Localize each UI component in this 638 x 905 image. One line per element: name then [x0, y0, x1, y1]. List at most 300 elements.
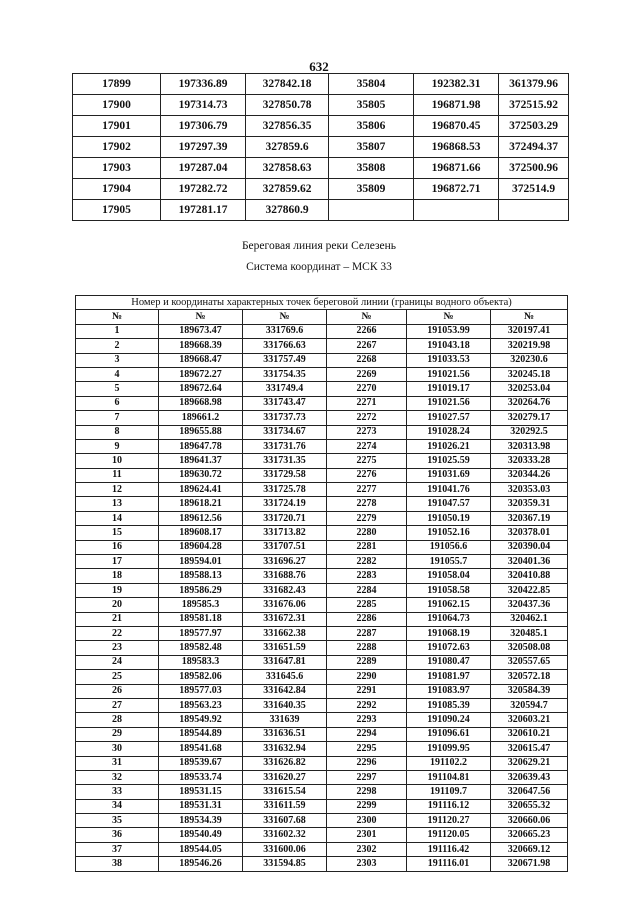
table-cell: 331713.82	[243, 526, 327, 540]
table-cell: 2303	[327, 857, 407, 871]
table-cell: 320669.12	[491, 842, 568, 856]
table-cell: 191026.21	[407, 439, 491, 453]
table-caption-row	[76, 296, 568, 310]
continuation-table-body	[73, 74, 569, 221]
table-cell: 5	[76, 382, 159, 396]
table-cell: 4	[76, 367, 159, 381]
table-cell: 331743.47	[243, 396, 327, 410]
table-cell: 2276	[327, 468, 407, 482]
table-row	[76, 396, 568, 410]
table-cell: 331731.76	[243, 439, 327, 453]
table-cell: 331766.63	[243, 339, 327, 353]
table-cell: 327850.78	[246, 95, 329, 116]
table-cell: 191058.04	[407, 569, 491, 583]
table-row	[76, 785, 568, 799]
column-header: №	[407, 310, 491, 324]
table-cell: 372515.92	[499, 95, 569, 116]
table-cell: 13	[76, 497, 159, 511]
table-cell: 189583.3	[159, 655, 243, 669]
table-cell: 331729.58	[243, 468, 327, 482]
table-cell: 189582.48	[159, 641, 243, 655]
table-cell: 191064.73	[407, 612, 491, 626]
table-cell: 320660.06	[491, 814, 568, 828]
table-row	[76, 353, 568, 367]
table-cell: 191085.39	[407, 698, 491, 712]
table-cell: 6	[76, 396, 159, 410]
table-cell: 2281	[327, 540, 407, 554]
table-cell: 331769.6	[243, 324, 327, 338]
table-cell: 32	[76, 770, 159, 784]
table-cell: 2294	[327, 727, 407, 741]
table-cell: 2283	[327, 569, 407, 583]
table-cell: 22	[76, 626, 159, 640]
table-cell: 320219.98	[491, 339, 568, 353]
table-cell: 189541.68	[159, 742, 243, 756]
table-cell: 10	[76, 454, 159, 468]
table-row	[73, 137, 569, 158]
table-cell: 197287.04	[161, 158, 246, 179]
table-cell: 189585.3	[159, 598, 243, 612]
table-cell: 331642.84	[243, 684, 327, 698]
table-cell: 34	[76, 799, 159, 813]
table-cell: 191047.57	[407, 497, 491, 511]
table-cell: 2274	[327, 439, 407, 453]
table-cell: 320378.01	[491, 526, 568, 540]
table-cell: 320197.41	[491, 324, 568, 338]
table-cell: 197297.39	[161, 137, 246, 158]
table-cell: 25	[76, 670, 159, 684]
table-cell: 327858.63	[246, 158, 329, 179]
table-row	[76, 411, 568, 425]
table-row	[76, 713, 568, 727]
table-cell: 191025.59	[407, 454, 491, 468]
page-number: 632	[309, 59, 329, 74]
table-row	[76, 799, 568, 813]
table-cell: 2269	[327, 367, 407, 381]
table-cell: 331749.4	[243, 382, 327, 396]
table-row	[76, 828, 568, 842]
table-cell: 2277	[327, 483, 407, 497]
table-cell: 31	[76, 756, 159, 770]
table-row	[73, 116, 569, 137]
table-cell: 320359.31	[491, 497, 568, 511]
table-caption: Номер и координаты характерных точек береговой линии (границы водного объекта)	[76, 296, 568, 310]
table-cell: 191021.56	[407, 396, 491, 410]
table-cell: 331707.51	[243, 540, 327, 554]
table-cell: 191027.57	[407, 411, 491, 425]
table-cell: 320390.04	[491, 540, 568, 554]
table-cell: 12	[76, 483, 159, 497]
table-cell: 191096.61	[407, 727, 491, 741]
shoreline-coordinates-table	[75, 295, 568, 872]
table-cell: 196868.53	[414, 137, 499, 158]
table-cell: 2302	[327, 842, 407, 856]
table-row	[76, 655, 568, 669]
table-cell: 2291	[327, 684, 407, 698]
table-cell: 191033.53	[407, 353, 491, 367]
table-cell: 24	[76, 655, 159, 669]
table-cell: 320615.47	[491, 742, 568, 756]
table-cell: 320610.21	[491, 727, 568, 741]
table-cell: 331734.67	[243, 425, 327, 439]
table-cell: 191052.16	[407, 526, 491, 540]
table-row	[76, 857, 568, 871]
table-cell: 2301	[327, 828, 407, 842]
table-row	[76, 641, 568, 655]
table-cell: 189563.23	[159, 698, 243, 712]
table-cell: 320594.7	[491, 698, 568, 712]
table-cell: 191053.99	[407, 324, 491, 338]
table-cell: 327856.35	[246, 116, 329, 137]
table-cell: 191031.69	[407, 468, 491, 482]
table-cell: 35805	[329, 95, 414, 116]
table-cell: 191109.7	[407, 785, 491, 799]
table-cell: 189604.28	[159, 540, 243, 554]
table-cell: 23	[76, 641, 159, 655]
table-row	[76, 511, 568, 525]
table-cell: 331626.82	[243, 756, 327, 770]
table-cell: 2280	[327, 526, 407, 540]
column-header: №	[243, 310, 327, 324]
table-row	[76, 742, 568, 756]
table-row	[76, 540, 568, 554]
table-cell: 189539.67	[159, 756, 243, 770]
table-cell: 331600.06	[243, 842, 327, 856]
table-cell: 189647.78	[159, 439, 243, 453]
table-cell: 197336.89	[161, 74, 246, 95]
table-cell: 2287	[327, 626, 407, 640]
table-cell: 191104.81	[407, 770, 491, 784]
table-cell: 196870.45	[414, 116, 499, 137]
table-row	[76, 569, 568, 583]
table-cell: 2272	[327, 411, 407, 425]
table-cell: 2284	[327, 583, 407, 597]
table-cell: 189668.39	[159, 339, 243, 353]
table-cell: 189668.98	[159, 396, 243, 410]
table-row	[76, 670, 568, 684]
table-cell: 192382.31	[414, 74, 499, 95]
table-cell: 331607.68	[243, 814, 327, 828]
table-cell: 320647.56	[491, 785, 568, 799]
table-cell: 35807	[329, 137, 414, 158]
table-row	[73, 179, 569, 200]
table-cell: 189668.47	[159, 353, 243, 367]
table-cell: 2267	[327, 339, 407, 353]
table-cell: 17903	[73, 158, 161, 179]
table-cell: 320671.98	[491, 857, 568, 871]
table-cell: 331594.85	[243, 857, 327, 871]
table-cell: 2268	[327, 353, 407, 367]
table-cell: 189630.72	[159, 468, 243, 482]
table-cell: 2278	[327, 497, 407, 511]
table-cell: 320245.18	[491, 367, 568, 381]
table-cell: 17904	[73, 179, 161, 200]
table-cell: 361379.96	[499, 74, 569, 95]
table-row	[76, 555, 568, 569]
table-cell: 331645.6	[243, 670, 327, 684]
table-row	[76, 425, 568, 439]
table-cell: 38	[76, 857, 159, 871]
table-cell: 320572.18	[491, 670, 568, 684]
table-row	[76, 684, 568, 698]
table-cell: 191019.17	[407, 382, 491, 396]
table-cell: 331696.27	[243, 555, 327, 569]
coordinate-system-title: Система координат – МСК 33	[246, 261, 392, 273]
table-cell: 320353.03	[491, 483, 568, 497]
table-cell: 189618.21	[159, 497, 243, 511]
table-cell: 189582.06	[159, 670, 243, 684]
table-cell: 2292	[327, 698, 407, 712]
table-cell: 372500.96	[499, 158, 569, 179]
table-cell: 191028.24	[407, 425, 491, 439]
table-cell: 37	[76, 842, 159, 856]
table-cell: 16	[76, 540, 159, 554]
table-cell: 331620.27	[243, 770, 327, 784]
table-row	[76, 842, 568, 856]
table-cell: 320665.23	[491, 828, 568, 842]
table-cell: 331725.78	[243, 483, 327, 497]
table-cell: 191120.05	[407, 828, 491, 842]
table-cell: 2298	[327, 785, 407, 799]
table-row	[76, 756, 568, 770]
table-cell: 189531.15	[159, 785, 243, 799]
table-cell: 35	[76, 814, 159, 828]
table-cell: 191062.15	[407, 598, 491, 612]
table-row	[73, 95, 569, 116]
table-cell: 327842.18	[246, 74, 329, 95]
table-cell: 197314.73	[161, 95, 246, 116]
table-cell: 2266	[327, 324, 407, 338]
table-cell: 189581.18	[159, 612, 243, 626]
table-cell: 191043.18	[407, 339, 491, 353]
table-cell: 189655.88	[159, 425, 243, 439]
table-row	[76, 583, 568, 597]
table-cell: 2	[76, 339, 159, 353]
table-cell: 320253.04	[491, 382, 568, 396]
table-cell: 191083.97	[407, 684, 491, 698]
table-cell: 17902	[73, 137, 161, 158]
table-cell: 191041.76	[407, 483, 491, 497]
table-header-row	[76, 310, 568, 324]
table-cell: 17899	[73, 74, 161, 95]
table-cell: 189544.89	[159, 727, 243, 741]
table-cell: 372503.29	[499, 116, 569, 137]
table-cell: 20	[76, 598, 159, 612]
table-cell: 191072.63	[407, 641, 491, 655]
table-cell: 191090.24	[407, 713, 491, 727]
table-cell: 2295	[327, 742, 407, 756]
coordinates-table-body	[76, 324, 568, 871]
column-header: №	[76, 310, 159, 324]
table-cell: 18	[76, 569, 159, 583]
table-cell: 28	[76, 713, 159, 727]
table-cell: 320401.36	[491, 555, 568, 569]
table-cell: 191050.19	[407, 511, 491, 525]
table-cell: 327859.6	[246, 137, 329, 158]
table-cell: 9	[76, 439, 159, 453]
table-cell: 327860.9	[246, 200, 329, 221]
table-cell: 2275	[327, 454, 407, 468]
table-cell: 33	[76, 785, 159, 799]
table-cell: 331632.94	[243, 742, 327, 756]
table-cell: 196871.66	[414, 158, 499, 179]
table-cell: 196871.98	[414, 95, 499, 116]
table-cell: 2300	[327, 814, 407, 828]
table-row	[76, 497, 568, 511]
table-cell: 331651.59	[243, 641, 327, 655]
table-cell: 2293	[327, 713, 407, 727]
table-cell: 372494.37	[499, 137, 569, 158]
table-cell: 331737.73	[243, 411, 327, 425]
table-cell: 15	[76, 526, 159, 540]
table-cell: 30	[76, 742, 159, 756]
table-cell: 320367.19	[491, 511, 568, 525]
table-row	[76, 439, 568, 453]
table-cell: 331688.76	[243, 569, 327, 583]
table-cell: 189612.56	[159, 511, 243, 525]
table-cell: 196872.71	[414, 179, 499, 200]
table-cell: 320508.08	[491, 641, 568, 655]
table-cell: 2299	[327, 799, 407, 813]
table-cell: 372514.9	[499, 179, 569, 200]
table-cell: 2282	[327, 555, 407, 569]
table-cell: 189531.31	[159, 799, 243, 813]
table-cell: 189661.2	[159, 411, 243, 425]
table-cell: 14	[76, 511, 159, 525]
table-cell: 331615.54	[243, 785, 327, 799]
table-cell: 331724.19	[243, 497, 327, 511]
table-cell: 2286	[327, 612, 407, 626]
table-cell: 191058.58	[407, 583, 491, 597]
table-cell: 331662.38	[243, 626, 327, 640]
table-cell: 331754.35	[243, 367, 327, 381]
table-cell: 320292.5	[491, 425, 568, 439]
table-cell: 189672.27	[159, 367, 243, 381]
table-row	[76, 814, 568, 828]
table-cell: 320485.1	[491, 626, 568, 640]
table-cell: 327859.62	[246, 179, 329, 200]
table-cell: 17905	[73, 200, 161, 221]
table-cell: 2285	[327, 598, 407, 612]
table-cell: 320603.21	[491, 713, 568, 727]
table-row	[76, 468, 568, 482]
table-cell: 331647.81	[243, 655, 327, 669]
table-cell: 35808	[329, 158, 414, 179]
table-cell: 3	[76, 353, 159, 367]
table-row	[76, 770, 568, 784]
table-cell: 331676.06	[243, 598, 327, 612]
table-row	[76, 483, 568, 497]
table-cell: 27	[76, 698, 159, 712]
table-cell	[414, 200, 499, 221]
table-cell: 320264.76	[491, 396, 568, 410]
table-cell: 331757.49	[243, 353, 327, 367]
table-cell: 191055.7	[407, 555, 491, 569]
table-row	[76, 626, 568, 640]
table-cell: 320639.43	[491, 770, 568, 784]
table-cell: 17900	[73, 95, 161, 116]
table-cell: 189534.39	[159, 814, 243, 828]
table-cell: 29	[76, 727, 159, 741]
table-cell: 191056.6	[407, 540, 491, 554]
table-cell: 189533.74	[159, 770, 243, 784]
table-cell: 35806	[329, 116, 414, 137]
table-cell: 26	[76, 684, 159, 698]
table-row	[76, 698, 568, 712]
table-row	[76, 612, 568, 626]
table-cell: 320655.32	[491, 799, 568, 813]
table-row	[76, 526, 568, 540]
column-header: №	[327, 310, 407, 324]
table-cell: 320629.21	[491, 756, 568, 770]
table-cell: 320333.28	[491, 454, 568, 468]
table-cell: 320462.1	[491, 612, 568, 626]
table-cell: 2296	[327, 756, 407, 770]
table-cell: 320313.98	[491, 439, 568, 453]
table-row	[76, 598, 568, 612]
table-cell: 320410.88	[491, 569, 568, 583]
table-cell: 320557.65	[491, 655, 568, 669]
table-cell: 189594.01	[159, 555, 243, 569]
table-cell	[499, 200, 569, 221]
table-cell: 17901	[73, 116, 161, 137]
table-cell: 189544.05	[159, 842, 243, 856]
table-row	[76, 324, 568, 338]
table-row	[76, 367, 568, 381]
table-cell: 191116.12	[407, 799, 491, 813]
table-cell: 2297	[327, 770, 407, 784]
table-cell: 191102.2	[407, 756, 491, 770]
table-cell: 189608.17	[159, 526, 243, 540]
table-cell: 2290	[327, 670, 407, 684]
table-cell: 17	[76, 555, 159, 569]
table-cell: 191116.01	[407, 857, 491, 871]
table-cell: 320584.39	[491, 684, 568, 698]
table-row	[76, 382, 568, 396]
table-cell: 2288	[327, 641, 407, 655]
table-cell: 2270	[327, 382, 407, 396]
table-cell: 2271	[327, 396, 407, 410]
table-cell: 320422.85	[491, 583, 568, 597]
table-row	[76, 727, 568, 741]
column-header: №	[491, 310, 568, 324]
table-row	[76, 454, 568, 468]
table-cell: 197281.17	[161, 200, 246, 221]
table-cell: 2273	[327, 425, 407, 439]
table-cell: 189546.26	[159, 857, 243, 871]
table-cell: 1	[76, 324, 159, 338]
table-cell: 189672.64	[159, 382, 243, 396]
table-cell: 35809	[329, 179, 414, 200]
table-cell: 331720.71	[243, 511, 327, 525]
table-cell: 7	[76, 411, 159, 425]
table-cell: 189641.37	[159, 454, 243, 468]
table-row	[73, 74, 569, 95]
table-cell: 189586.29	[159, 583, 243, 597]
table-row	[73, 158, 569, 179]
table-cell: 21	[76, 612, 159, 626]
table-cell: 331731.35	[243, 454, 327, 468]
table-cell: 191021.56	[407, 367, 491, 381]
table-cell: 331636.51	[243, 727, 327, 741]
table-cell: 36	[76, 828, 159, 842]
table-cell: 189577.97	[159, 626, 243, 640]
table-cell: 35804	[329, 74, 414, 95]
table-cell: 331602.32	[243, 828, 327, 842]
table-cell: 189588.13	[159, 569, 243, 583]
table-cell: 331639	[243, 713, 327, 727]
table-cell: 320279.17	[491, 411, 568, 425]
